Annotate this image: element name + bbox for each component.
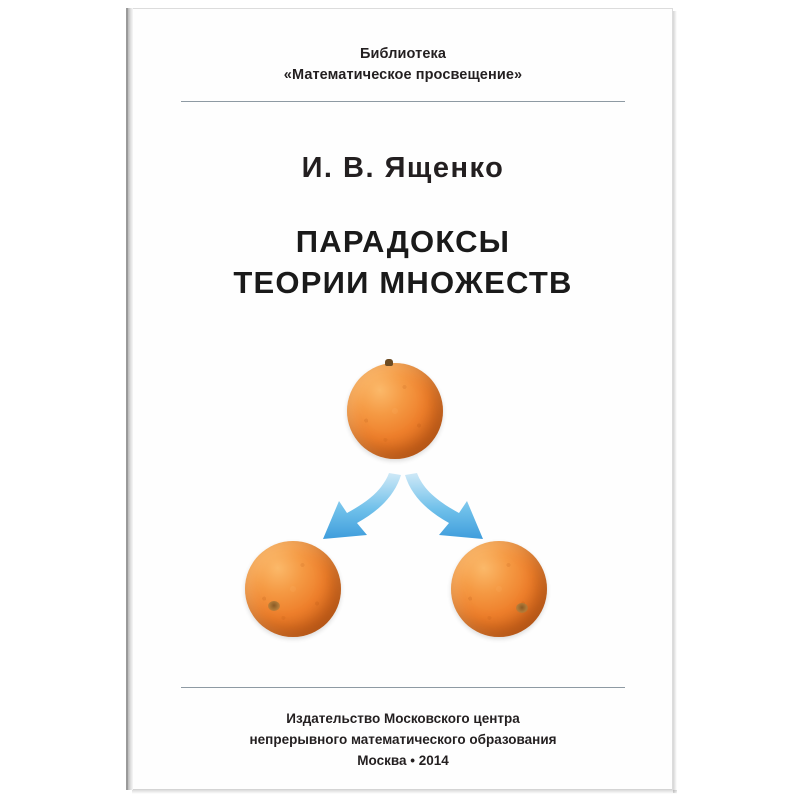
cover-shadow-bottom [132,790,677,794]
series-block [133,44,673,86]
publisher-line-3: Москва • 2014 [357,752,449,768]
orange-left-navel-icon [268,601,280,611]
publisher-block [133,709,673,772]
divider-bottom [181,687,625,688]
orange-top-icon [347,363,443,459]
orange-right-icon [451,541,547,637]
cover-illustration [133,363,673,663]
orange-stem-icon [385,359,393,366]
book-title [133,222,673,304]
author-name: И. В. Ященко [301,152,505,184]
orange-left-icon [245,541,341,637]
book-cover [128,8,673,790]
series-line-2: «Математическое просвещение» [283,67,523,84]
publisher-line-1: Издательство Московского центра [286,711,520,726]
publisher-line-2: непрерывного математического образования [249,731,557,747]
title-line-2: ТЕОРИИ МНОЖЕСТВ [233,264,573,300]
divider-top [181,101,625,102]
title-line-1: ПАРАДОКСЫ [295,224,511,259]
cover-shadow-right [673,11,677,793]
series-line-1: Библиотека [359,46,447,62]
orange-right-navel-icon [516,603,528,613]
cover-content [133,8,673,790]
